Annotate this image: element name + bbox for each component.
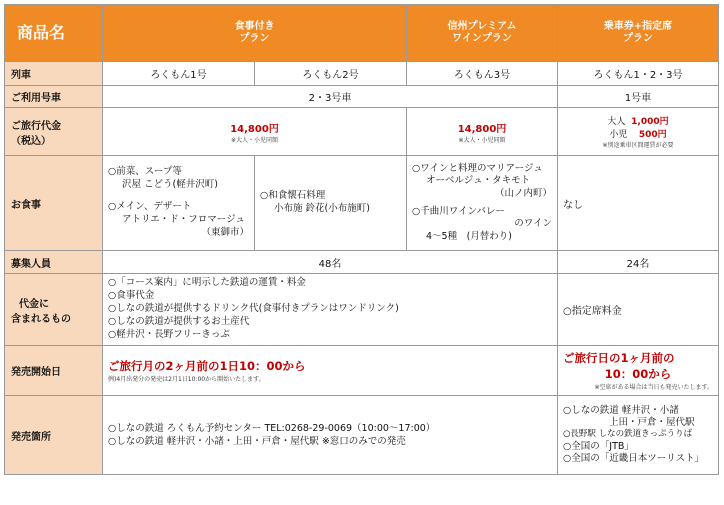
sale-start-plan3 [558, 346, 719, 396]
car-plan3: 1号車 [558, 86, 719, 108]
plan-wine-title-line2: ワインプラン [452, 33, 512, 44]
plan-ticket-title-line1: 乗車券+指定席 [603, 20, 673, 32]
capacity-row [5, 251, 719, 274]
meal-plan3: なし [558, 156, 719, 251]
meal-plan1a [103, 156, 255, 251]
price-plan3-adult [558, 114, 718, 127]
plan-meal-header [103, 5, 407, 62]
included-item-3: ○しなの鉄道が提供するドリンク代(食事付きプランはワンドリンク) [108, 303, 399, 315]
included-plan3: ○指定席料金 [558, 274, 719, 346]
meal-2-line6: 4～5種 (月替わり) [426, 230, 513, 242]
train-row [5, 62, 719, 86]
sale-place-item-1: ○しなの鉄道 ろくもん予約センター TEL:0268-29-0069（10:00～17:00） [108, 422, 436, 434]
price-row [5, 108, 719, 156]
sale-start-label: 発売開始日 [5, 346, 103, 396]
price-plan2-amount: 14,800円 [457, 123, 507, 135]
included-label-line2: 含まれるもの [11, 313, 71, 325]
capacity-plan12: 48名 [103, 251, 558, 274]
meal-1b-line1: ○和食懐石料理 [260, 190, 326, 202]
price-plan1-amount: 14,800円 [230, 123, 279, 135]
plan-ticket-header [558, 5, 719, 62]
meal-row [5, 156, 719, 251]
plan-meal-title-line1: 食事付き [234, 20, 275, 32]
meal-label: お食事 [5, 156, 103, 251]
plan-comparison-table-wrapper [4, 4, 718, 498]
sale-place-row [5, 396, 719, 475]
included-item-4: ○しなの鉄道が提供するお土産代 [108, 315, 250, 327]
train-rokumon2: ろくもん2号 [255, 62, 407, 86]
included-row [5, 274, 719, 346]
meal-1a-line2: 沢屋 こどう(軽井沢町) [122, 179, 218, 191]
meal-plan2 [407, 156, 558, 251]
header-row [5, 5, 719, 62]
sale-place-label: 発売箇所 [5, 396, 103, 475]
included-plan12 [103, 274, 558, 346]
train-rokumon123: ろくもん1・2・3号 [558, 62, 719, 86]
sale-place-p3-line5: ○全国の「近畿日本ツーリスト」 [563, 452, 705, 464]
plan-wine-title-line1: 信州プレミアム [447, 20, 517, 32]
car-plan12: 2・3号車 [103, 86, 558, 108]
meal-2-line4: ○千曲川ワインバレー [412, 206, 505, 217]
included-item-1: ○「コース案内」に明示した鉄道の運賃・料金 [108, 277, 306, 289]
meal-2-line3: （山ノ内町） [494, 187, 552, 199]
sale-start-plan3-line2: 10：00から [604, 367, 672, 381]
price-label [5, 108, 103, 156]
price-child-label: 小児 [609, 130, 628, 140]
price-adult-amount: 1,000円 [631, 117, 669, 127]
meal-2-line2: オーベルジュ・タキモト [426, 175, 531, 187]
price-plan3-child [558, 127, 718, 140]
meal-plan1b [255, 156, 407, 251]
plan-meal-title-line2: プラン [239, 33, 270, 44]
sale-place-plan12 [103, 396, 558, 475]
meal-2-line5: のワイン [514, 218, 552, 230]
train-rokumon3: ろくもん3号 [407, 62, 558, 86]
meal-2-line1: ○ワインと料理のマリアージュ [412, 162, 543, 174]
sale-start-plan3-note: ※空席がある場合は当日も発売いたします。 [594, 384, 713, 391]
price-plan3-note: ※別途乗車区間運賃が必要 [602, 142, 674, 149]
included-item-5: ○軽井沢・長野フリーきっぷ [108, 328, 230, 340]
included-label [5, 274, 103, 346]
meal-1a-line1: ○前菜、スープ等 [108, 166, 182, 178]
sale-start-plan12-main: ご旅行月の2ヶ月前の1日10：00から [108, 359, 306, 373]
price-plan3 [558, 108, 719, 156]
price-plan2 [407, 108, 558, 156]
included-item-2: ○食事代金 [108, 290, 155, 302]
train-label: 列車 [5, 62, 103, 86]
meal-1a-line4: アトリエ・ド・フロマージュ [122, 213, 245, 225]
price-plan1-note: ※大人・小児同額 [230, 136, 279, 144]
plan-wine-header [407, 5, 558, 62]
product-name-header: 商品名 [5, 5, 103, 62]
price-plan2-note: ※大人・小児同額 [458, 136, 506, 144]
plan-comparison-table [4, 4, 719, 475]
price-label-line2: （税込） [11, 135, 51, 147]
sale-place-plan3 [558, 396, 719, 475]
sale-place-p3-line3: ○長野駅 しなの鉄道きっぷうりば [563, 429, 693, 440]
sale-start-plan12-note: 例)4月出発分の発売は2月1日10:00から開始いたします。 [108, 376, 265, 383]
price-label-line1: ご旅行代金 [11, 120, 61, 132]
car-label: ご利用号車 [5, 86, 103, 108]
sale-place-p3-line1: ○しなの鉄道 軽井沢・小諸 [563, 404, 679, 416]
price-adult-label: 大人 [607, 117, 626, 127]
plan-ticket-title-line2: プラン [623, 33, 653, 44]
train-rokumon1: ろくもん1号 [103, 62, 255, 86]
sale-place-p3-line2: 上田・戸倉・屋代駅 [609, 417, 695, 429]
capacity-label: 募集人員 [5, 251, 103, 274]
sale-start-row [5, 346, 719, 396]
capacity-plan3: 24名 [558, 251, 719, 274]
price-child-amount: 500円 [638, 130, 667, 140]
price-plan1 [103, 108, 407, 156]
car-row [5, 86, 719, 108]
sale-start-plan12 [103, 346, 558, 396]
meal-1a-line5: （東御市） [201, 226, 249, 238]
sale-start-plan3-line1: ご旅行日の1ヶ月前の [563, 351, 675, 365]
sale-place-p3-line4: ○全国の「JTB」 [563, 440, 634, 452]
meal-1a-line3: ○メイン、デザート [108, 201, 192, 213]
included-label-line1: 代金に [19, 298, 49, 310]
meal-1b-line2: 小布施 鈴花(小布施町) [274, 203, 370, 214]
sale-place-item-2: ○しなの鉄道 軽井沢・小諸・上田・戸倉・屋代駅 ※窓口のみでの発売 [108, 436, 406, 447]
